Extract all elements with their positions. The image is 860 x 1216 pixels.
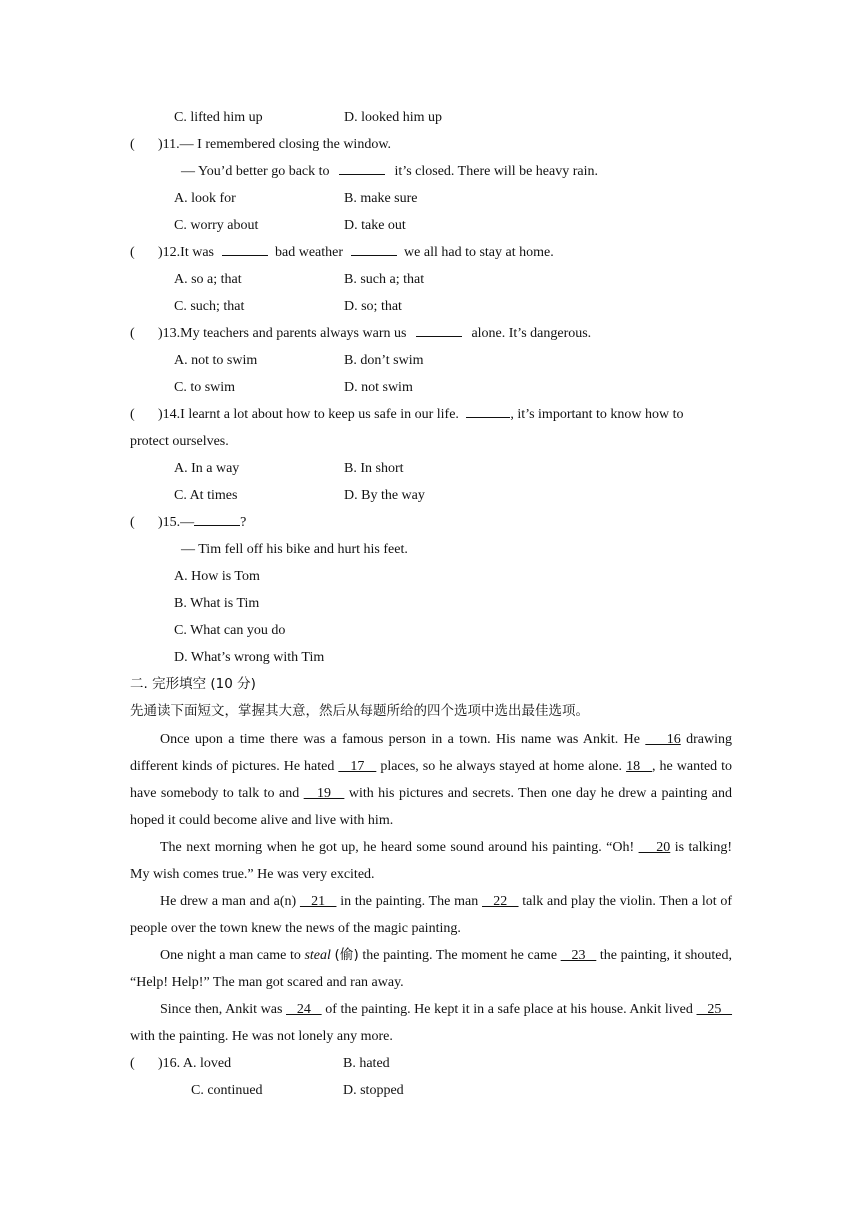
blank-22: 22: [482, 894, 519, 909]
q13-number: )13.: [158, 326, 181, 341]
passage-text: Since then, Ankit was: [160, 1002, 283, 1017]
q11-option-b: B. make sure: [344, 191, 418, 206]
passage-p1: [130, 726, 732, 834]
q11-blank: [339, 159, 385, 175]
q11-option-a: A. look for: [174, 191, 236, 206]
q14-blank: [466, 402, 510, 418]
q12-option-b: B. such a; that: [344, 272, 425, 287]
q14-option-d: D. By the way: [344, 488, 425, 503]
passage-p5: [130, 996, 732, 1050]
q15-reply: — Tim fell off his bike and hurt his feet.: [181, 542, 408, 557]
q12-blank-2: [351, 240, 397, 256]
blank-25: 25: [696, 1002, 733, 1017]
italic-word-steal: steal: [304, 948, 331, 963]
q13-stem-part2: alone. It’s dangerous.: [471, 326, 592, 341]
q14-option-a: A. In a way: [174, 461, 240, 476]
q15-option-d: D. What’s wrong with Tim: [174, 650, 325, 665]
q16-option-a: A. loved: [182, 1056, 232, 1071]
q13-option-a: A. not to swim: [174, 353, 258, 368]
q11-stem: [130, 131, 391, 158]
q11-option-c: C. worry about: [174, 218, 259, 233]
answer-paren: (: [130, 515, 135, 530]
q14-stem-cont: protect ourselves.: [130, 434, 229, 449]
passage-text: talk and play the violin. Then a lot of people over the town knew the news of the magic painting.: [130, 894, 733, 936]
passage-text: is talking! My wish comes true.” He was very excited.: [130, 840, 733, 882]
q12-stem-part2: bad weather: [275, 245, 344, 260]
passage-p4: [130, 942, 732, 996]
answer-paren: (: [130, 1056, 135, 1071]
q12-blank-1: [222, 240, 268, 256]
q13-blank: [416, 321, 462, 337]
section2-title: 二. 完形填空 (10 分): [130, 676, 256, 692]
passage-text: , he wanted to have somebody to talk to and: [130, 759, 733, 801]
q10-option-c: C. lifted him up: [174, 110, 263, 125]
passage-text: He drew a man and a(n): [160, 894, 297, 909]
blank-18: 18: [626, 759, 653, 774]
passage-p3: [130, 888, 732, 942]
answer-paren: (: [130, 407, 135, 422]
blank-20: 20: [638, 840, 671, 855]
q11-reply-part2: it’s closed. There will be heavy rain.: [394, 164, 599, 179]
passage-text: drawing different kinds of pictures. He hated: [130, 732, 732, 774]
answer-paren: (: [130, 137, 135, 152]
q14-option-c: C. At times: [174, 488, 238, 503]
passage-text: with the painting. He was not lonely any more.: [130, 1029, 393, 1044]
q14-stem-part1: I learnt a lot about how to keep us safe in our life.: [180, 407, 459, 422]
q12-option-a: A. so a; that: [174, 272, 242, 287]
q13-option-b: B. don’t swim: [344, 353, 424, 368]
q13-stem: [130, 320, 591, 347]
passage-text: Once upon a time there was a famous person in a town. His name was Ankit. He: [160, 732, 640, 747]
q12-stem-part1: It was: [180, 245, 214, 260]
q11-option-d: D. take out: [344, 218, 406, 233]
section2-instruction: 先通读下面短文，掌握其大意，然后从每题所给的四个选项中选出最佳选项。: [130, 703, 589, 719]
q12-stem: [130, 239, 554, 266]
passage-text: One night a man came to: [160, 948, 301, 963]
blank-19: 19: [303, 786, 345, 801]
passage-text: in the painting. The man: [340, 894, 479, 909]
passage-text: places, so he always stayed at home alone.: [380, 759, 623, 774]
answer-paren: (: [130, 326, 135, 341]
passage-text: the painting. The moment he came: [362, 948, 558, 963]
blank-17: 17: [338, 759, 377, 774]
q15-option-b: B. What is Tim: [174, 596, 260, 611]
passage-text: The next morning when he got up, he heard some sound around his painting. “Oh!: [160, 840, 635, 855]
q10-option-d: D. looked him up: [344, 110, 442, 125]
q16-option-c: C. continued: [191, 1083, 263, 1098]
q12-option-d: D. so; that: [344, 299, 402, 314]
q11-stem-text: — I remembered closing the window.: [179, 137, 392, 152]
q15-stem: [130, 509, 246, 536]
q15-option-c: C. What can you do: [174, 623, 286, 638]
passage-text: the painting, it shouted, “Help! Help!” The man got scared and ran away.: [130, 948, 733, 990]
q13-stem-part1: My teachers and parents always warn us: [180, 326, 407, 341]
blank-23: 23: [560, 948, 597, 963]
q15-option-a: A. How is Tom: [174, 569, 260, 584]
passage-text: of the painting. He kept it in a safe place at his house. Ankit lived: [325, 1002, 693, 1017]
q14-stem-part2: , it’s important to know how to: [510, 407, 684, 422]
answer-paren: (: [130, 245, 135, 260]
q14-stem: [130, 401, 683, 428]
q16-option-b: B. hated: [343, 1056, 390, 1071]
q13-option-d: D. not swim: [344, 380, 413, 395]
blank-16: 16: [645, 732, 681, 747]
q15-stem-part1: —: [180, 515, 195, 530]
blank-21: 21: [299, 894, 337, 909]
passage-text: with his pictures and secrets. Then one day he drew a painting and hoped it could become alive and live with him.: [130, 786, 733, 828]
chinese-gloss: (偷): [334, 947, 359, 963]
q11-reply: [181, 158, 598, 185]
q12-stem-part3: we all had to stay at home.: [404, 245, 554, 260]
q15-stem-part2: ?: [240, 515, 247, 530]
q16-stem: [130, 1050, 231, 1077]
q16-number: )16.: [158, 1056, 181, 1071]
passage-p2: [130, 834, 732, 888]
q16-option-d: D. stopped: [343, 1083, 404, 1098]
q11-reply-part1: — You’d better go back to: [181, 164, 330, 179]
q13-option-c: C. to swim: [174, 380, 236, 395]
q15-number: )15.: [158, 515, 181, 530]
q12-option-c: C. such; that: [174, 299, 245, 314]
blank-24: 24: [286, 1002, 322, 1017]
q11-number: )11.: [158, 137, 180, 152]
q12-number: )12.: [158, 245, 181, 260]
q15-blank: [194, 510, 240, 526]
q14-number: )14.: [158, 407, 181, 422]
q14-option-b: B. In short: [344, 461, 404, 476]
